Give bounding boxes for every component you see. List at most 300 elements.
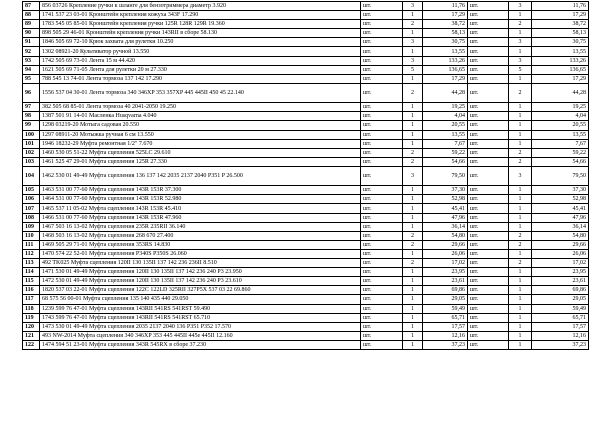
amount-cell: 17,02 <box>423 259 468 268</box>
item-name: 1461 525 47 29-01 Муфта сцепления 125R 27.330 <box>40 157 361 166</box>
item-name: 856 03726 Крепление ручки к шланге для бензотриммера диаметр 3.920 <box>40 2 361 11</box>
table-row <box>23 195 589 204</box>
row-number: 106 <box>23 195 40 204</box>
item-name: 1742 505 69 73-01 Лента 15 м 44.420 <box>40 56 361 65</box>
amount-cell-2: 4,04 <box>532 112 589 121</box>
amount-cell: 59,22 <box>423 148 468 157</box>
table-row <box>23 268 589 277</box>
row-number: 117 <box>23 295 40 304</box>
unit-cell: шт. <box>361 65 403 74</box>
unit-cell-2: шт. <box>468 65 509 74</box>
unit-cell-2: шт. <box>468 56 509 65</box>
item-name: 1387 501 91 14-01 Масленка Husqvarna 4.040 <box>40 112 361 121</box>
unit-cell: шт. <box>361 121 403 130</box>
row-number: 109 <box>23 222 40 231</box>
unit-cell: шт. <box>361 103 403 112</box>
amount-cell-2: 58,13 <box>532 29 589 38</box>
amount-cell: 136,65 <box>423 65 468 74</box>
quantity-cell: 2 <box>403 148 423 157</box>
amount-cell-2: 30,75 <box>532 38 589 47</box>
amount-cell: 38,72 <box>423 20 468 29</box>
amount-cell-2: 133,26 <box>532 56 589 65</box>
item-name: 382 505 68 85-01 Лента тормоза 40 2041-2050 19.250 <box>40 103 361 112</box>
unit-cell: шт. <box>361 83 403 102</box>
quantity-cell-2: 1 <box>509 139 532 148</box>
unit-cell: шт. <box>361 222 403 231</box>
amount-cell-2: 19,25 <box>532 103 589 112</box>
unit-cell-2: шт. <box>468 286 509 295</box>
row-number: 98 <box>23 112 40 121</box>
amount-cell: 13,55 <box>423 47 468 56</box>
quantity-cell-2: 1 <box>509 186 532 195</box>
row-number: 92 <box>23 47 40 56</box>
unit-cell: шт. <box>361 340 403 349</box>
quantity-cell: 2 <box>403 20 423 29</box>
amount-cell: 54,80 <box>423 231 468 240</box>
amount-cell: 19,25 <box>423 103 468 112</box>
amount-cell-2: 23,61 <box>532 277 589 286</box>
amount-cell-2: 17,02 <box>532 259 589 268</box>
table-row <box>23 313 589 322</box>
quantity-cell-2: 1 <box>509 277 532 286</box>
quantity-cell-2: 1 <box>509 74 532 83</box>
item-name: 1468 503 16 13-02 Муфта сцепления 268 670 27.400 <box>40 231 361 240</box>
amount-cell-2: 17,57 <box>532 322 589 331</box>
amount-cell-2: 17,29 <box>532 11 589 20</box>
amount-cell: 30,75 <box>423 38 468 47</box>
quantity-cell: 3 <box>403 166 423 185</box>
unit-cell-2: шт. <box>468 83 509 102</box>
quantity-cell: 1 <box>403 313 423 322</box>
quantity-cell-2: 1 <box>509 213 532 222</box>
row-number: 104 <box>23 166 40 185</box>
table-row <box>23 103 589 112</box>
unit-cell-2: шт. <box>468 11 509 20</box>
row-number: 91 <box>23 38 40 47</box>
quantity-cell-2: 5 <box>509 65 532 74</box>
unit-cell-2: шт. <box>468 166 509 185</box>
quantity-cell: 1 <box>403 286 423 295</box>
table-row <box>23 322 589 331</box>
amount-cell-2: 136,65 <box>532 65 589 74</box>
amount-cell-2: 36,14 <box>532 222 589 231</box>
quantity-cell: 1 <box>403 222 423 231</box>
amount-cell-2: 59,22 <box>532 148 589 157</box>
row-number: 115 <box>23 277 40 286</box>
row-number: 88 <box>23 11 40 20</box>
quantity-cell-2: 2 <box>509 231 532 240</box>
row-number: 118 <box>23 304 40 313</box>
table-row <box>23 130 589 139</box>
amount-cell: 133,26 <box>423 56 468 65</box>
table-row <box>23 11 589 20</box>
amount-cell: 69,86 <box>423 286 468 295</box>
row-number: 113 <box>23 259 40 268</box>
table-row <box>23 20 589 29</box>
amount-cell: 52,98 <box>423 195 468 204</box>
quantity-cell: 1 <box>403 74 423 83</box>
quantity-cell-2: 3 <box>509 56 532 65</box>
table-row <box>23 121 589 130</box>
unit-cell: шт. <box>361 268 403 277</box>
quantity-cell-2: 1 <box>509 340 532 349</box>
unit-cell: шт. <box>361 38 403 47</box>
quantity-cell-2: 2 <box>509 259 532 268</box>
row-number: 120 <box>23 322 40 331</box>
table-row <box>23 38 589 47</box>
row-number: 94 <box>23 65 40 74</box>
amount-cell: 11,76 <box>423 2 468 11</box>
quantity-cell: 2 <box>403 231 423 240</box>
amount-cell-2: 29,66 <box>532 240 589 249</box>
quantity-cell: 1 <box>403 322 423 331</box>
row-number: 100 <box>23 130 40 139</box>
amount-cell-2: 29,05 <box>532 295 589 304</box>
quantity-cell-2: 1 <box>509 103 532 112</box>
row-number: 121 <box>23 331 40 340</box>
amount-cell-2: 44,28 <box>532 83 589 102</box>
quantity-cell: 1 <box>403 340 423 349</box>
table-row <box>23 286 589 295</box>
quantity-cell-2: 1 <box>509 29 532 38</box>
amount-cell-2: 79,50 <box>532 166 589 185</box>
unit-cell: шт. <box>361 29 403 38</box>
quantity-cell-2: 1 <box>509 222 532 231</box>
unit-cell-2: шт. <box>468 186 509 195</box>
quantity-cell: 1 <box>403 112 423 121</box>
unit-cell-2: шт. <box>468 313 509 322</box>
quantity-cell: 1 <box>403 331 423 340</box>
unit-cell-2: шт. <box>468 130 509 139</box>
item-name: 1621 505 69 71-05 Лента для рулетки 20 м 27.330 <box>40 65 361 74</box>
item-name: 788 545 13 74-01 Лента тормоза 137 142 17.290 <box>40 74 361 83</box>
amount-cell-2: 45,41 <box>532 204 589 213</box>
unit-cell: шт. <box>361 2 403 11</box>
row-number: 99 <box>23 121 40 130</box>
unit-cell: шт. <box>361 204 403 213</box>
quantity-cell: 1 <box>403 29 423 38</box>
amount-cell: 7,67 <box>423 139 468 148</box>
quantity-cell: 2 <box>403 259 423 268</box>
amount-cell-2: 37,23 <box>532 340 589 349</box>
unit-cell: шт. <box>361 130 403 139</box>
amount-cell-2: 54,66 <box>532 157 589 166</box>
unit-cell-2: шт. <box>468 204 509 213</box>
quantity-cell-2: 3 <box>509 166 532 185</box>
unit-cell-2: шт. <box>468 38 509 47</box>
quantity-cell-2: 1 <box>509 47 532 56</box>
quantity-cell: 3 <box>403 56 423 65</box>
quantity-cell-2: 1 <box>509 11 532 20</box>
item-name: 1302 08921-20 Культиватор ручной 13.550 <box>40 47 361 56</box>
quantity-cell: 1 <box>403 277 423 286</box>
amount-cell: 58,13 <box>423 29 468 38</box>
table-row <box>23 148 589 157</box>
quantity-cell: 1 <box>403 304 423 313</box>
unit-cell-2: шт. <box>468 322 509 331</box>
quantity-cell-2: 1 <box>509 195 532 204</box>
amount-cell: 29,05 <box>423 295 468 304</box>
amount-cell-2: 26,06 <box>532 249 589 258</box>
unit-cell-2: шт. <box>468 331 509 340</box>
unit-cell-2: шт. <box>468 74 509 83</box>
unit-cell-2: шт. <box>468 231 509 240</box>
amount-cell-2: 69,86 <box>532 286 589 295</box>
item-name: 1466 531 00 77-60 Муфта сцепления 143R 153R 47.960 <box>40 213 361 222</box>
table-row <box>23 249 589 258</box>
quantity-cell: 1 <box>403 295 423 304</box>
unit-cell-2: шт. <box>468 103 509 112</box>
amount-cell: 26,06 <box>423 249 468 258</box>
item-name: 1469 505 29 71-01 Муфта сцепления 353RS 14.830 <box>40 240 361 249</box>
item-name: 1741 537 23 03-01 Кронштейн крепления кожуха 343F 17.290 <box>40 11 361 20</box>
inventory-table <box>22 1 589 350</box>
item-name: 1239 599 76 47-01 Муфта сцепления 143RII 541RS 541RST 59.490 <box>40 304 361 313</box>
unit-cell-2: шт. <box>468 148 509 157</box>
quantity-cell-2: 3 <box>509 38 532 47</box>
quantity-cell-2: 1 <box>509 286 532 295</box>
unit-cell: шт. <box>361 166 403 185</box>
row-number: 95 <box>23 74 40 83</box>
amount-cell: 13,55 <box>423 130 468 139</box>
quantity-cell-2: 3 <box>509 2 532 11</box>
quantity-cell: 1 <box>403 195 423 204</box>
item-name: 1463 531 00 77-60 Муфта сцепления 143R 153R 37.300 <box>40 186 361 195</box>
item-name: 1743 599 76 47-01 Муфта сцепления 143RII 541RS 541RST 65.710 <box>40 313 361 322</box>
quantity-cell-2: 1 <box>509 204 532 213</box>
item-name: 1297 08911-20 Мотыжка ручная 6 см 13.550 <box>40 130 361 139</box>
unit-cell: шт. <box>361 295 403 304</box>
unit-cell: шт. <box>361 277 403 286</box>
unit-cell: шт. <box>361 240 403 249</box>
quantity-cell-2: 1 <box>509 322 532 331</box>
amount-cell: 17,29 <box>423 74 468 83</box>
amount-cell: 47,96 <box>423 213 468 222</box>
table-row <box>23 295 589 304</box>
quantity-cell-2: 1 <box>509 331 532 340</box>
row-number: 111 <box>23 240 40 249</box>
quantity-cell-2: 2 <box>509 157 532 166</box>
table-row <box>23 204 589 213</box>
quantity-cell: 1 <box>403 121 423 130</box>
amount-cell-2: 13,55 <box>532 47 589 56</box>
item-name: 68 575 56 00-01 Муфта сцепления 135 140 435 440 29.050 <box>40 295 361 304</box>
item-name: 1298 03219-20 Мотыга садовая 20.550 <box>40 121 361 130</box>
amount-cell: 17,57 <box>423 322 468 331</box>
unit-cell-2: шт. <box>468 340 509 349</box>
amount-cell-2: 59,49 <box>532 304 589 313</box>
amount-cell-2: 12,16 <box>532 331 589 340</box>
table-row <box>23 277 589 286</box>
quantity-cell-2: 1 <box>509 304 532 313</box>
quantity-cell: 5 <box>403 65 423 74</box>
unit-cell: шт. <box>361 286 403 295</box>
unit-cell: шт. <box>361 139 403 148</box>
table-row <box>23 186 589 195</box>
quantity-cell-2: 1 <box>509 121 532 130</box>
item-name: 1472 530 01 49-49 Муфта сцепления 120II 130 135II 137 142 236 240 P3 23.610 <box>40 277 361 286</box>
amount-cell: 29,66 <box>423 240 468 249</box>
unit-cell-2: шт. <box>468 47 509 56</box>
table-row <box>23 166 589 185</box>
unit-cell: шт. <box>361 304 403 313</box>
item-name: 1946 18232-29 Муфта ремонтная 1/2" 7.670 <box>40 139 361 148</box>
quantity-cell-2: 1 <box>509 112 532 121</box>
table-row <box>23 240 589 249</box>
amount-cell: 37,30 <box>423 186 468 195</box>
unit-cell-2: шт. <box>468 304 509 313</box>
amount-cell-2: 37,30 <box>532 186 589 195</box>
quantity-cell: 1 <box>403 249 423 258</box>
amount-cell: 45,41 <box>423 204 468 213</box>
item-name: 1462 530 01 49-49 Муфта сцепления 136 137 142 2035 2137 2040 P351 P 26.500 <box>40 166 361 185</box>
quantity-cell: 1 <box>403 11 423 20</box>
quantity-cell: 1 <box>403 213 423 222</box>
item-name: 1464 531 00 77-60 Муфта сцепления 143R 153R 52.980 <box>40 195 361 204</box>
quantity-cell: 1 <box>403 204 423 213</box>
item-name: 1470 574 22 52-01 Муфта сцепления P340S P350S 26.060 <box>40 249 361 258</box>
item-name: 1820 537 03 22-01 Муфта сцепления 122C 122LD 325RII 327P5X 537 03 22 69.860 <box>40 286 361 295</box>
amount-cell: 44,28 <box>423 83 468 102</box>
amount-cell-2: 47,96 <box>532 213 589 222</box>
table-row <box>23 56 589 65</box>
amount-cell-2: 20,55 <box>532 121 589 130</box>
unit-cell: шт. <box>361 112 403 121</box>
table-row <box>23 304 589 313</box>
unit-cell-2: шт. <box>468 139 509 148</box>
amount-cell-2: 13,55 <box>532 130 589 139</box>
amount-cell: 20,55 <box>423 121 468 130</box>
amount-cell: 23,95 <box>423 268 468 277</box>
unit-cell-2: шт. <box>468 112 509 121</box>
unit-cell-2: шт. <box>468 2 509 11</box>
unit-cell-2: шт. <box>468 29 509 38</box>
amount-cell: 37,23 <box>423 340 468 349</box>
unit-cell: шт. <box>361 313 403 322</box>
unit-cell-2: шт. <box>468 222 509 231</box>
quantity-cell: 1 <box>403 268 423 277</box>
item-name: 1471 530 01 49-49 Муфта сцепления 120II 130 135II 137 142 236 240 P3 23.950 <box>40 268 361 277</box>
item-name: 492 TK025 Муфта сцепления 120II 130 135II 137 142 236 236II 8.510 <box>40 259 361 268</box>
amount-cell-2: 17,29 <box>532 74 589 83</box>
unit-cell-2: шт. <box>468 213 509 222</box>
unit-cell: шт. <box>361 157 403 166</box>
row-number: 101 <box>23 139 40 148</box>
table-row <box>23 47 589 56</box>
quantity-cell-2: 1 <box>509 295 532 304</box>
amount-cell: 59,49 <box>423 304 468 313</box>
unit-cell-2: шт. <box>468 259 509 268</box>
unit-cell: шт. <box>361 148 403 157</box>
quantity-cell: 2 <box>403 157 423 166</box>
row-number: 105 <box>23 186 40 195</box>
table-row <box>23 139 589 148</box>
item-name: 1473 530 01 49-49 Муфта сцепления 2035 2137 2040 136 P351 P352 17.570 <box>40 322 361 331</box>
unit-cell: шт. <box>361 322 403 331</box>
item-name: 1556 537 04 30-01 Лента тормоза 340 346XP 353 357XP 445 445II 450 45 22.140 <box>40 83 361 102</box>
amount-cell-2: 38,72 <box>532 20 589 29</box>
unit-cell: шт. <box>361 74 403 83</box>
amount-cell: 23,61 <box>423 277 468 286</box>
table-row <box>23 29 589 38</box>
amount-cell: 12,16 <box>423 331 468 340</box>
unit-cell: шт. <box>361 213 403 222</box>
quantity-cell-2: 1 <box>509 268 532 277</box>
row-number: 108 <box>23 213 40 222</box>
amount-cell-2: 65,71 <box>532 313 589 322</box>
unit-cell: шт. <box>361 20 403 29</box>
amount-cell-2: 54,80 <box>532 231 589 240</box>
quantity-cell-2: 1 <box>509 313 532 322</box>
row-number: 110 <box>23 231 40 240</box>
quantity-cell: 1 <box>403 130 423 139</box>
quantity-cell: 1 <box>403 139 423 148</box>
row-number: 114 <box>23 268 40 277</box>
row-number: 90 <box>23 29 40 38</box>
row-number: 93 <box>23 56 40 65</box>
quantity-cell: 2 <box>403 240 423 249</box>
row-number: 103 <box>23 157 40 166</box>
amount-cell-2: 52,98 <box>532 195 589 204</box>
unit-cell: шт. <box>361 259 403 268</box>
amount-cell: 17,29 <box>423 11 468 20</box>
table-row <box>23 231 589 240</box>
amount-cell: 54,66 <box>423 157 468 166</box>
row-number: 116 <box>23 286 40 295</box>
unit-cell-2: шт. <box>468 249 509 258</box>
quantity-cell: 1 <box>403 186 423 195</box>
item-name: 1474 594 51 23-01 Муфта сцепления 343R 545RX в сборе 37.230 <box>40 340 361 349</box>
quantity-cell-2: 1 <box>509 249 532 258</box>
amount-cell-2: 7,67 <box>532 139 589 148</box>
unit-cell-2: шт. <box>468 157 509 166</box>
table-row <box>23 112 589 121</box>
unit-cell: шт. <box>361 186 403 195</box>
unit-cell: шт. <box>361 249 403 258</box>
unit-cell: шт. <box>361 331 403 340</box>
quantity-cell: 1 <box>403 103 423 112</box>
unit-cell-2: шт. <box>468 195 509 204</box>
unit-cell-2: шт. <box>468 295 509 304</box>
item-name: 898 505 29 46-01 Кронштейн крепления ручки 143RII в сборе 58.130 <box>40 29 361 38</box>
table-row <box>23 157 589 166</box>
amount-cell: 79,50 <box>423 166 468 185</box>
row-number: 107 <box>23 204 40 213</box>
table-row <box>23 83 589 102</box>
quantity-cell-2: 1 <box>509 130 532 139</box>
item-name: 1846 505 69 72-10 Крюк захвата для рулетки 10.250 <box>40 38 361 47</box>
table-row <box>23 2 589 11</box>
quantity-cell: 3 <box>403 38 423 47</box>
row-number: 112 <box>23 249 40 258</box>
unit-cell-2: шт. <box>468 268 509 277</box>
item-name: 1467 503 16 13-02 Муфта сцепления 235R 235RII 36.140 <box>40 222 361 231</box>
row-number: 97 <box>23 103 40 112</box>
table-row <box>23 213 589 222</box>
table-row <box>23 259 589 268</box>
quantity-cell-2: 2 <box>509 20 532 29</box>
quantity-cell-2: 2 <box>509 148 532 157</box>
unit-cell: шт. <box>361 231 403 240</box>
quantity-cell-2: 2 <box>509 240 532 249</box>
unit-cell-2: шт. <box>468 20 509 29</box>
item-name: 1465 537 11 05-02 Муфта сцепления 143R 153R 45.410 <box>40 204 361 213</box>
item-name: 493 NW-2014 Муфта сцепления 340 346XP 353 445 445II 445e 445II 12.160 <box>40 331 361 340</box>
unit-cell-2: шт. <box>468 121 509 130</box>
table-row <box>23 331 589 340</box>
quantity-cell: 1 <box>403 47 423 56</box>
unit-cell-2: шт. <box>468 240 509 249</box>
